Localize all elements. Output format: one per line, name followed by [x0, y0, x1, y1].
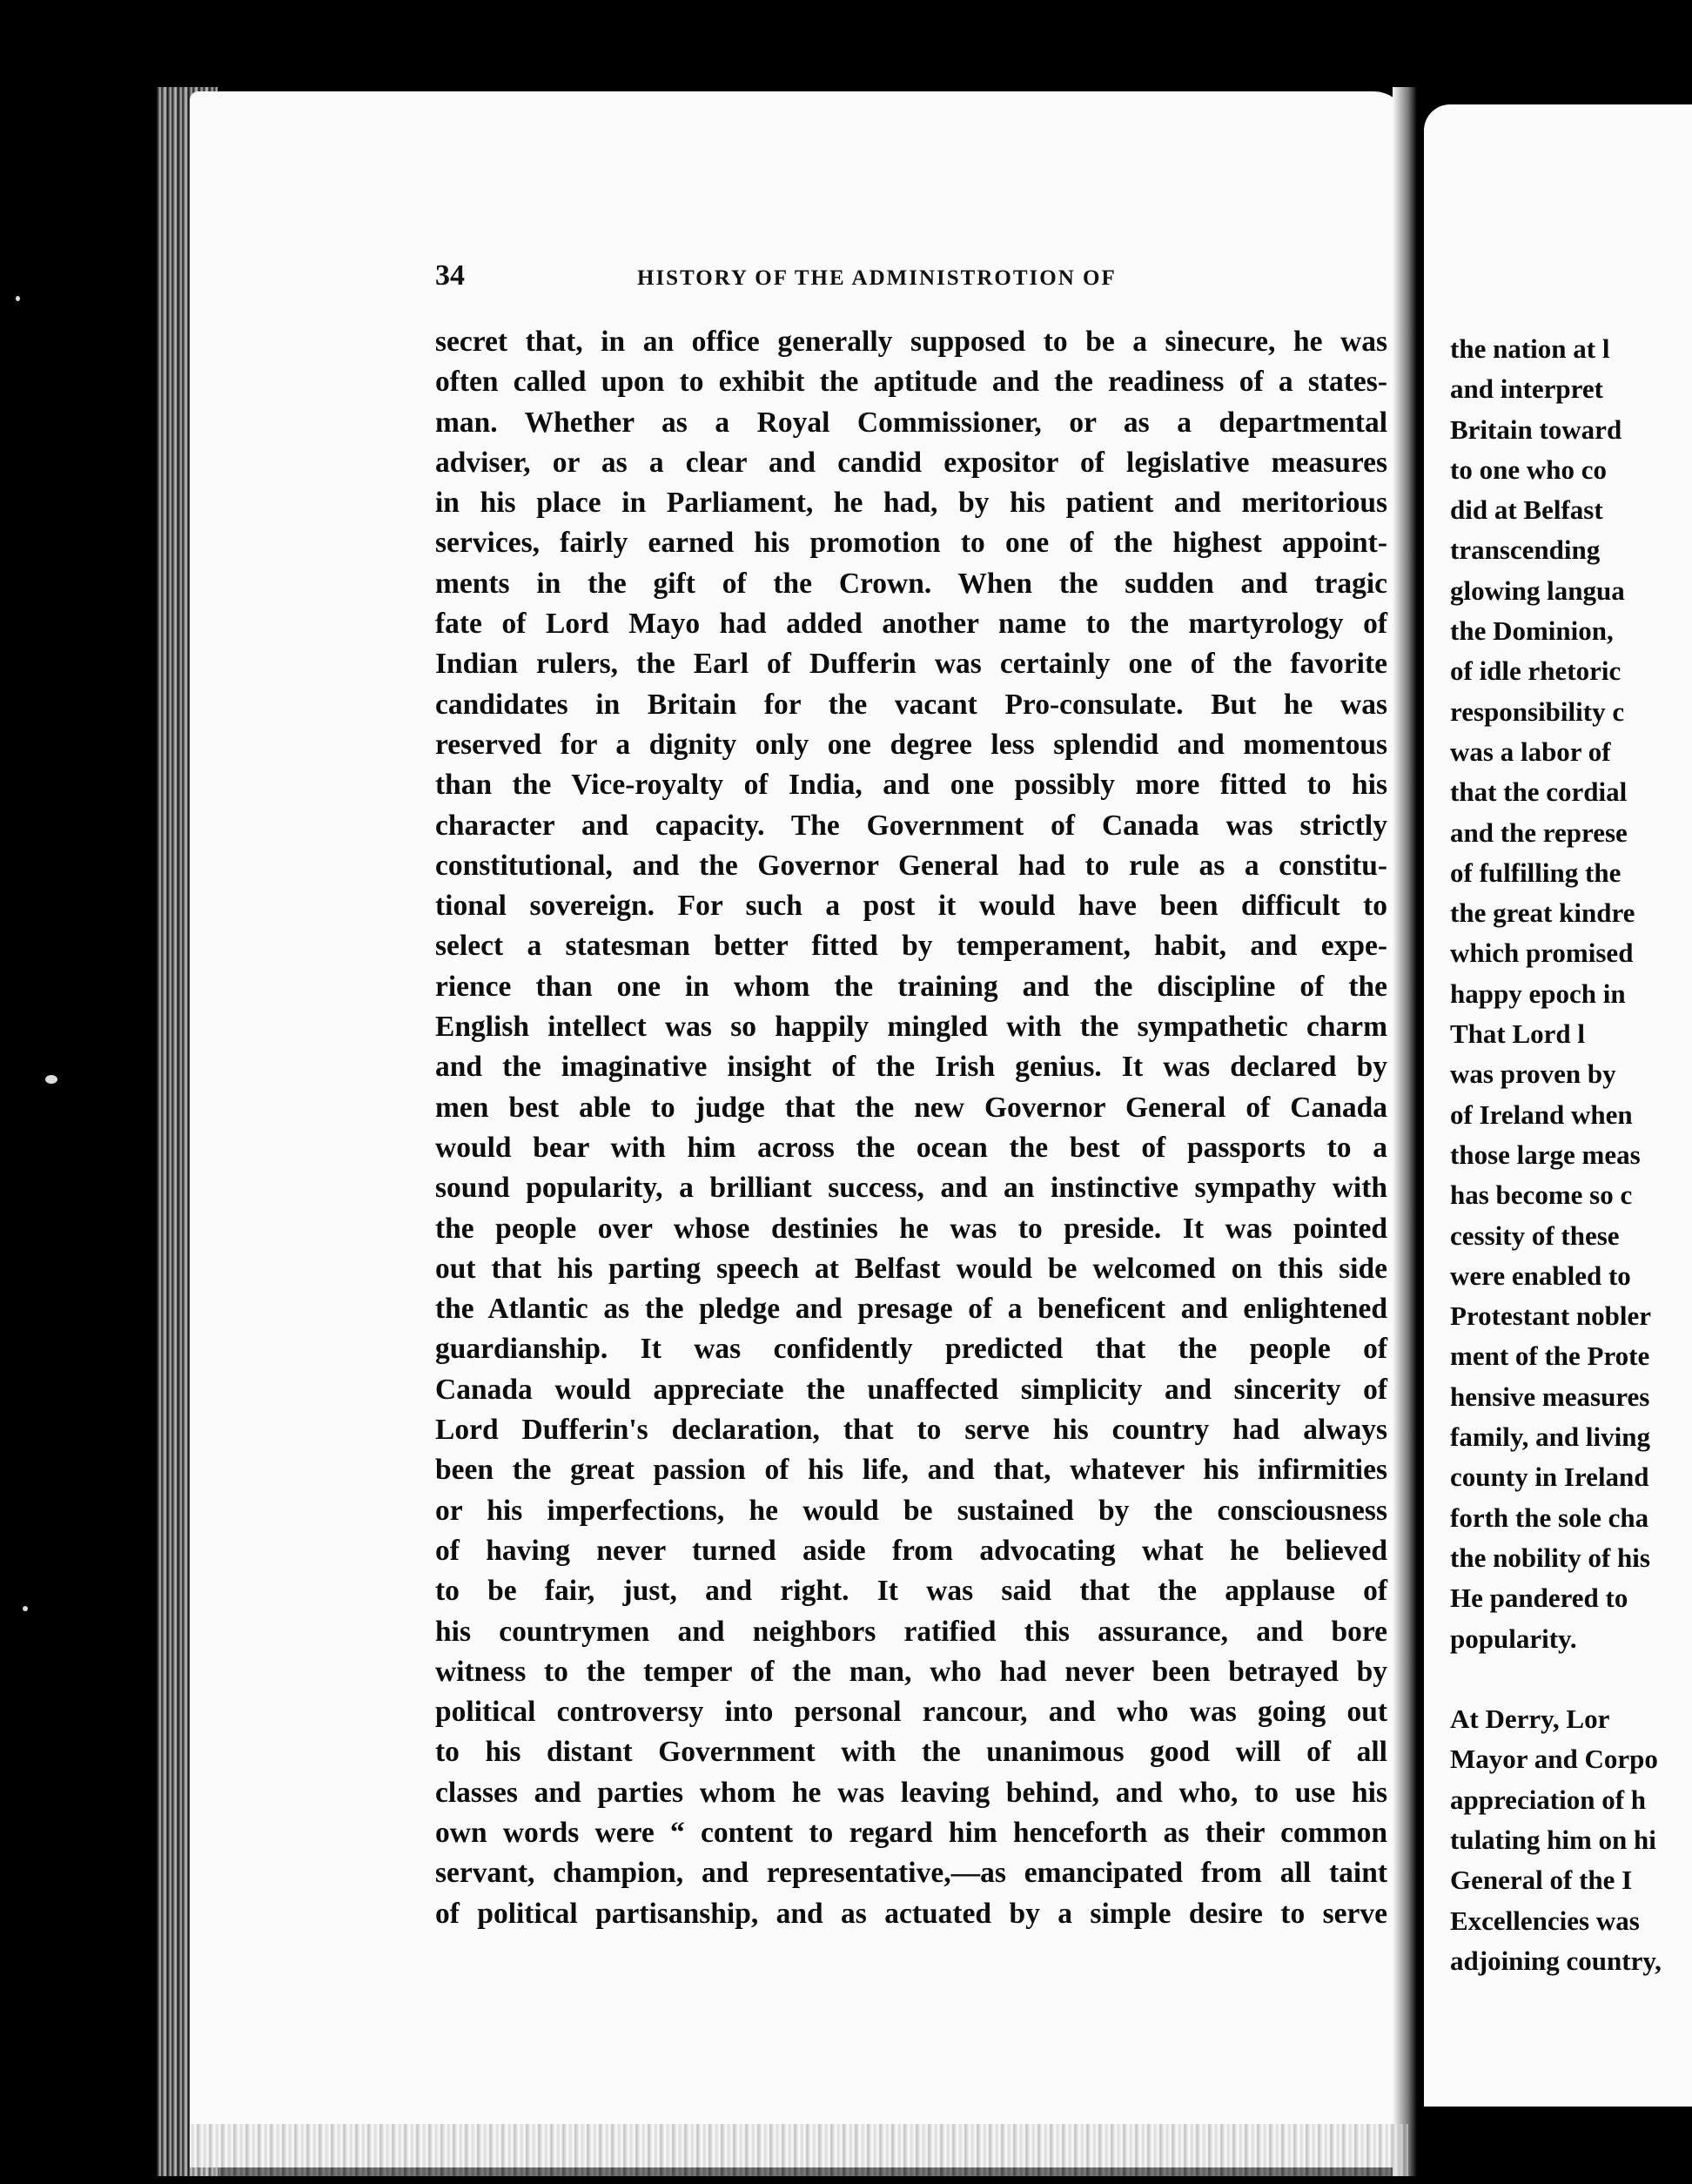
text-line: political controversy into personal rancour, and who was going out	[435, 1696, 1387, 1729]
page-bottom-edge	[190, 2124, 1408, 2176]
left-page-body-text	[435, 322, 1387, 1934]
text-line: select a statesman better fitted by temperament, habit, and expe-	[435, 930, 1387, 963]
text-line: Canada would appreciate the unaffected simplicity and sincerity of	[435, 1373, 1387, 1406]
text-line: hensive measures	[1450, 1381, 1650, 1412]
text-line: the nobility of his	[1450, 1542, 1650, 1573]
text-line: fate of Lord Mayo had added another name to the martyrology of	[435, 608, 1387, 641]
text-line: county in Ireland	[1450, 1462, 1649, 1493]
page-number: 34	[435, 259, 465, 292]
text-line: services, fairly earned his promotion to one of the highest appoint-	[435, 527, 1387, 560]
text-line: Indian rulers, the Earl of Dufferin was certainly one of the favorite	[435, 648, 1387, 681]
scan-speck	[23, 1606, 28, 1611]
text-line: men best able to judge that the new Governor General of Canada	[435, 1091, 1387, 1124]
text-line: was a labor of	[1450, 736, 1611, 767]
text-line: rience than one in whom the training and the discipline of the	[435, 970, 1387, 1003]
text-line: the nation at l	[1450, 333, 1610, 364]
text-line: tulating him on hi	[1450, 1824, 1656, 1855]
text-line: responsibility c	[1450, 696, 1625, 727]
text-line: adjoining country,	[1450, 1945, 1662, 1976]
text-line: the great kindre	[1450, 897, 1635, 929]
text-line: transcending	[1450, 534, 1601, 566]
text-line: of fulfilling the	[1450, 857, 1622, 888]
gutter-shadow	[1393, 87, 1427, 2176]
text-line: adviser, or as a clear and candid expositor of legislative measures	[435, 446, 1387, 479]
text-line: than the Vice-royalty of India, and one possibly more fitted to his	[435, 769, 1387, 802]
text-line: his countrymen and neighbors ratified this assurance, and bore	[435, 1615, 1387, 1648]
text-line: character and capacity. The Government of Canada was strictly	[435, 809, 1387, 842]
text-line: guardianship. It was confidently predicted that the people of	[435, 1333, 1387, 1366]
right-page-body-text	[1450, 329, 1692, 1981]
text-line	[1450, 1659, 1692, 1699]
text-line: At Derry, Lor	[1450, 1704, 1610, 1735]
text-line: Lord Dufferin's declaration, that to serve his country had always	[435, 1414, 1387, 1447]
text-line: that the cordial	[1450, 776, 1628, 808]
text-line: did at Belfast	[1450, 494, 1603, 526]
text-line: and the imaginative insight of the Irish genius. It was declared by	[435, 1051, 1387, 1084]
text-line: General of the I	[1450, 1865, 1633, 1896]
text-line: which promised	[1450, 937, 1634, 969]
text-line: cessity of these	[1450, 1220, 1620, 1251]
text-line: popularity.	[1450, 1623, 1577, 1654]
text-line: man. Whether as a Royal Commissioner, or as a departmental	[435, 406, 1387, 439]
scan-speck	[16, 296, 20, 301]
text-line: of having never turned aside from advocating what he believed	[435, 1534, 1387, 1567]
text-line: the Dominion,	[1450, 615, 1614, 647]
page-header	[435, 259, 1393, 298]
text-line: Britain toward	[1450, 413, 1622, 445]
text-line: forth the sole cha	[1450, 1502, 1649, 1533]
text-line: and the represe	[1450, 816, 1628, 848]
text-line: to his distant Government with the unanimous good will of all	[435, 1736, 1387, 1769]
text-line: Mayor and Corpo	[1450, 1744, 1658, 1775]
text-line: reserved for a dignity only one degree less splendid and momentous	[435, 728, 1387, 761]
text-line: constitutional, and the Governor General had to rule as a constitu-	[435, 849, 1387, 882]
text-line: of idle rhetoric	[1450, 655, 1622, 687]
text-line: the people over whose destinies he was to preside. It was pointed	[435, 1212, 1387, 1245]
text-line: Protestant nobler	[1450, 1300, 1652, 1332]
scan-speck	[45, 1075, 57, 1084]
text-line: servant, champion, and representative,—as emancipated from all taint	[435, 1857, 1387, 1890]
text-line: witness to the temper of the man, who had never been betrayed by	[435, 1655, 1387, 1688]
text-line: to one who co	[1450, 454, 1607, 485]
text-line: Excellencies was	[1450, 1905, 1640, 1936]
text-line: ments in the gift of the Crown. When the sudden and tragic	[435, 567, 1387, 600]
text-line: ment of the Prote	[1450, 1341, 1650, 1372]
text-line: secret that, in an office generally supposed to be a sinecure, he was	[435, 326, 1387, 358]
text-line: classes and parties whom he was leaving behind, and who, to use his	[435, 1776, 1387, 1809]
text-line: been the great passion of his life, and that, whatever his infirmities	[435, 1454, 1387, 1487]
text-line: candidates in Britain for the vacant Pro-consulate. But he was	[435, 688, 1387, 721]
text-line: of Ireland when	[1450, 1099, 1633, 1130]
text-line: was proven by	[1450, 1058, 1616, 1090]
text-line: often called upon to exhibit the aptitude and the readiness of a states-	[435, 366, 1387, 399]
text-line: appreciation of h	[1450, 1784, 1647, 1815]
text-line: to be fair, just, and right. It was said that the applause of	[435, 1575, 1387, 1608]
text-line: of political partisanship, and as actuated by a simple desire to serve	[435, 1897, 1387, 1930]
text-line: That Lord l	[1450, 1018, 1586, 1050]
text-line: He pandered to	[1450, 1583, 1628, 1614]
text-line: would bear with him across the ocean the best of passports to a	[435, 1131, 1387, 1164]
text-line: the Atlantic as the pledge and presage of a beneficent and enlightened	[435, 1293, 1387, 1326]
text-line: those large meas	[1450, 1139, 1641, 1170]
text-line: in his place in Parliament, he had, by his patient and meritorious	[435, 487, 1387, 520]
text-line: glowing langua	[1450, 575, 1625, 606]
text-line: or his imperfections, he would be sustained by the consciousness	[435, 1494, 1387, 1527]
text-line: were enabled to	[1450, 1260, 1631, 1291]
text-line: own words were “ content to regard him henceforth as their common	[435, 1816, 1387, 1849]
text-line: tional sovereign. For such a post it would have been difficult to	[435, 890, 1387, 923]
text-line: family, and living	[1450, 1421, 1650, 1453]
text-line: has become so c	[1450, 1179, 1633, 1211]
running-head: HISTORY OF THE ADMINISTROTION OF	[637, 266, 1117, 290]
text-line: English intellect was so happily mingled with the sympathetic charm	[435, 1011, 1387, 1044]
text-line: sound popularity, a brilliant success, and an instinctive sympathy with	[435, 1172, 1387, 1205]
text-line: out that his parting speech at Belfast would be welcomed on this side	[435, 1252, 1387, 1285]
text-line: happy epoch in	[1450, 978, 1626, 1009]
text-line: and interpret	[1450, 373, 1603, 405]
